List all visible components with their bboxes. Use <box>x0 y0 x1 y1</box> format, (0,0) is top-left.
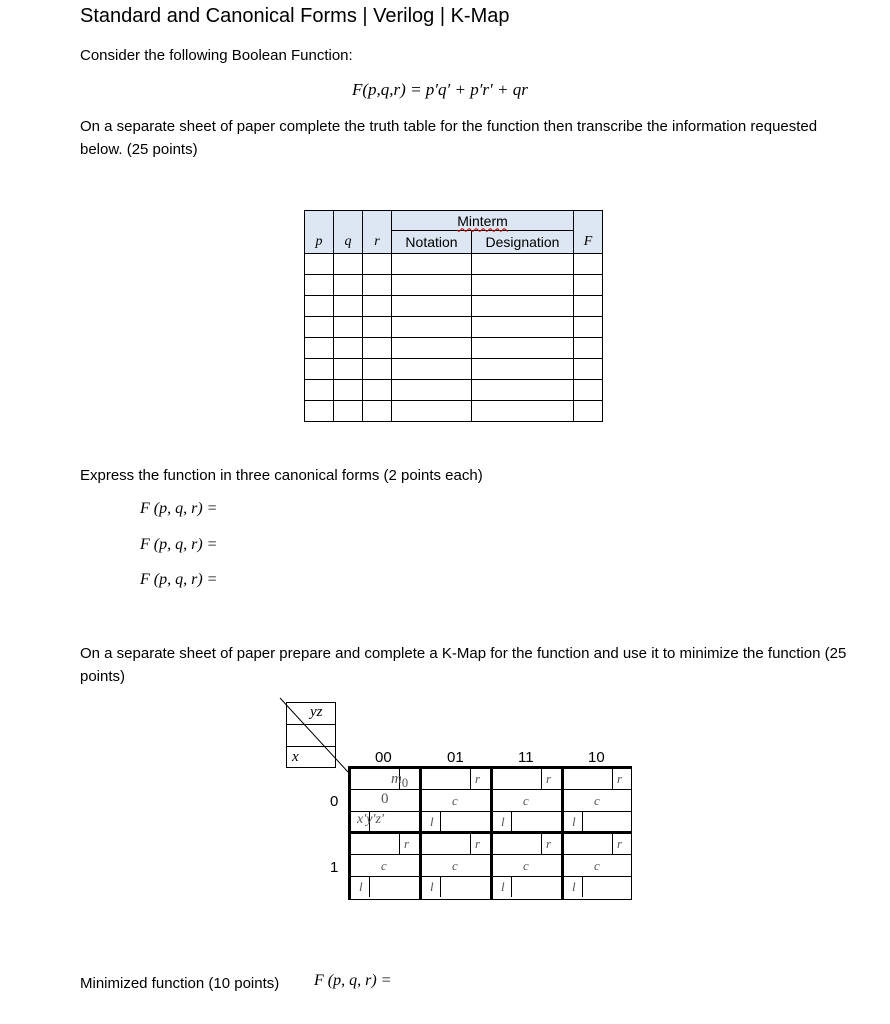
minimized-label: Minimized function (10 points) <box>80 975 280 992</box>
truth-table-row <box>305 254 603 275</box>
truth-table-cell <box>363 275 392 296</box>
kmap-cell-c: c <box>523 858 529 873</box>
truth-table-cell <box>305 275 334 296</box>
truth-table-cell <box>472 296 574 317</box>
truth-table-row <box>305 296 603 317</box>
kmap-cell-c: c <box>523 793 529 808</box>
kmap-cell <box>422 769 490 832</box>
truth-table-cell <box>472 317 574 338</box>
kmap-cell-r: r <box>546 771 552 786</box>
truth-table-cell <box>574 317 603 338</box>
kmap-cell <box>351 769 419 832</box>
truth-table-cell <box>574 380 603 401</box>
minterm-group-header: Minterm <box>392 211 574 231</box>
truth-table-row <box>305 317 603 338</box>
truth-table-cell <box>305 380 334 401</box>
kmap-cell-l: l <box>501 879 505 894</box>
kmap-cell-c: c <box>381 858 387 873</box>
truth-table-cell <box>472 275 574 296</box>
truth-table-cell <box>334 254 363 275</box>
kmap-cell-l: l <box>572 814 576 829</box>
truth-table-cell <box>305 317 334 338</box>
truth-table-cell <box>574 254 603 275</box>
canonical-prompt: Express the function in three canonical forms (2 points each) <box>80 467 483 484</box>
instructions-truth-table: On a separate sheet of paper complete the truth table for the function then transcribe the information requested below. (25 points) <box>80 118 818 158</box>
intro-text: Consider the following Boolean Function: <box>80 47 353 64</box>
truth-table <box>304 210 603 422</box>
kmap-cell-l: l <box>430 814 434 829</box>
truth-table-cell <box>363 317 392 338</box>
kmap-col-label-00: 00 <box>375 749 392 766</box>
truth-table-cell <box>305 359 334 380</box>
kmap-cell <box>351 834 419 897</box>
truth-table-cell <box>392 254 472 275</box>
truth-table-cell <box>334 317 363 338</box>
truth-table-cell <box>574 359 603 380</box>
truth-table-cell <box>472 401 574 422</box>
kmap-legend-value: 0 <box>381 791 389 807</box>
kmap-grid <box>348 766 632 900</box>
truth-table-cell <box>334 380 363 401</box>
kmap-row-var: x <box>292 749 299 765</box>
kmap-cell-l: l <box>430 879 434 894</box>
minimized-expression: F (p, q, r) = <box>314 972 392 989</box>
canonical-line-2: F (p, q, r) = <box>140 536 218 553</box>
tt-hdr-spacer <box>574 211 603 231</box>
kmap-cell <box>493 834 561 897</box>
truth-table-cell <box>334 359 363 380</box>
truth-table-cell <box>574 296 603 317</box>
col-header-designation: Designation <box>472 231 574 254</box>
kmap-cell-l: l <box>359 879 363 894</box>
canonical-line-3: F (p, q, r) = <box>140 571 218 588</box>
tt-hdr-spacer <box>363 211 392 231</box>
kmap-legend-term: x′y′z′ <box>357 812 385 827</box>
truth-table-cell <box>334 275 363 296</box>
truth-table-row <box>305 275 603 296</box>
truth-table-cell <box>392 338 472 359</box>
kmap-cell-l: l <box>572 879 576 894</box>
truth-table-cell <box>574 275 603 296</box>
truth-table-cell <box>392 275 472 296</box>
kmap-row-label-0: 0 <box>330 793 339 810</box>
truth-table-cell <box>472 338 574 359</box>
kmap-cell-c: c <box>452 793 458 808</box>
truth-table-cell <box>472 380 574 401</box>
truth-table-cell <box>363 401 392 422</box>
truth-table-cell <box>363 254 392 275</box>
kmap-cell <box>564 834 632 897</box>
truth-table-cell <box>334 296 363 317</box>
kmap-cell-r: r <box>475 836 481 851</box>
truth-table-cell <box>392 317 472 338</box>
truth-table-cell <box>305 254 334 275</box>
truth-table-cell <box>392 380 472 401</box>
truth-table-cell <box>334 338 363 359</box>
kmap-cell-r: r <box>404 836 410 851</box>
truth-table-row <box>305 401 603 422</box>
kmap-cell-c: c <box>594 858 600 873</box>
truth-table-cell <box>392 296 472 317</box>
kmap-col-label-01: 01 <box>447 749 464 766</box>
truth-table-cell <box>363 296 392 317</box>
truth-table-cell <box>574 401 603 422</box>
truth-table-cell <box>574 338 603 359</box>
kmap-cell-c: c <box>452 858 458 873</box>
truth-table-cell <box>392 401 472 422</box>
kmap-cell-r: r <box>617 771 623 786</box>
truth-table-cell <box>363 380 392 401</box>
kmap-col-var: yz <box>310 704 323 720</box>
kmap-prompt: On a separate sheet of paper prepare and complete a K-Map for the function and use it to minimize the function (25 points) <box>80 645 847 685</box>
kmap-col-label-11: 11 <box>518 749 534 766</box>
truth-table-cell <box>305 296 334 317</box>
kmap-cell-r: r <box>546 836 552 851</box>
kmap-cell <box>564 769 632 832</box>
truth-table-cell <box>363 338 392 359</box>
col-header-p: p <box>305 231 334 254</box>
col-header-notation: Notation <box>392 231 472 254</box>
function-definition: F(p,q,r) = p′q′ + p′r′ + qr <box>352 80 528 99</box>
kmap-row-label-1: 1 <box>330 859 339 876</box>
tt-hdr-spacer <box>305 211 334 231</box>
truth-table-cell <box>334 401 363 422</box>
col-header-r: r <box>363 231 392 254</box>
page-title: Standard and Canonical Forms | Verilog | K-Map <box>80 5 510 27</box>
canonical-line-1: F (p, q, r) = <box>140 500 218 517</box>
kmap-variable-box <box>286 702 336 768</box>
col-header-q: q <box>334 231 363 254</box>
truth-table-cell <box>305 401 334 422</box>
truth-table-row <box>305 359 603 380</box>
truth-table-cell <box>472 359 574 380</box>
kmap-cell-l: l <box>501 814 505 829</box>
kmap-legend-minterm: $m_0$ <box>391 771 409 790</box>
truth-table-cell <box>363 359 392 380</box>
col-header-f: F <box>574 231 603 254</box>
kmap-cell-r: r <box>475 771 481 786</box>
kmap-cell-c: c <box>594 793 600 808</box>
truth-table-cell <box>305 338 334 359</box>
tt-hdr-spacer <box>334 211 363 231</box>
truth-table-cell <box>472 254 574 275</box>
truth-table-cell <box>392 359 472 380</box>
kmap-cell <box>493 769 561 832</box>
truth-table-row <box>305 338 603 359</box>
truth-table-row <box>305 380 603 401</box>
kmap-cell-r: r <box>617 836 623 851</box>
kmap-cell <box>422 834 490 897</box>
kmap-col-label-10: 10 <box>588 749 605 766</box>
